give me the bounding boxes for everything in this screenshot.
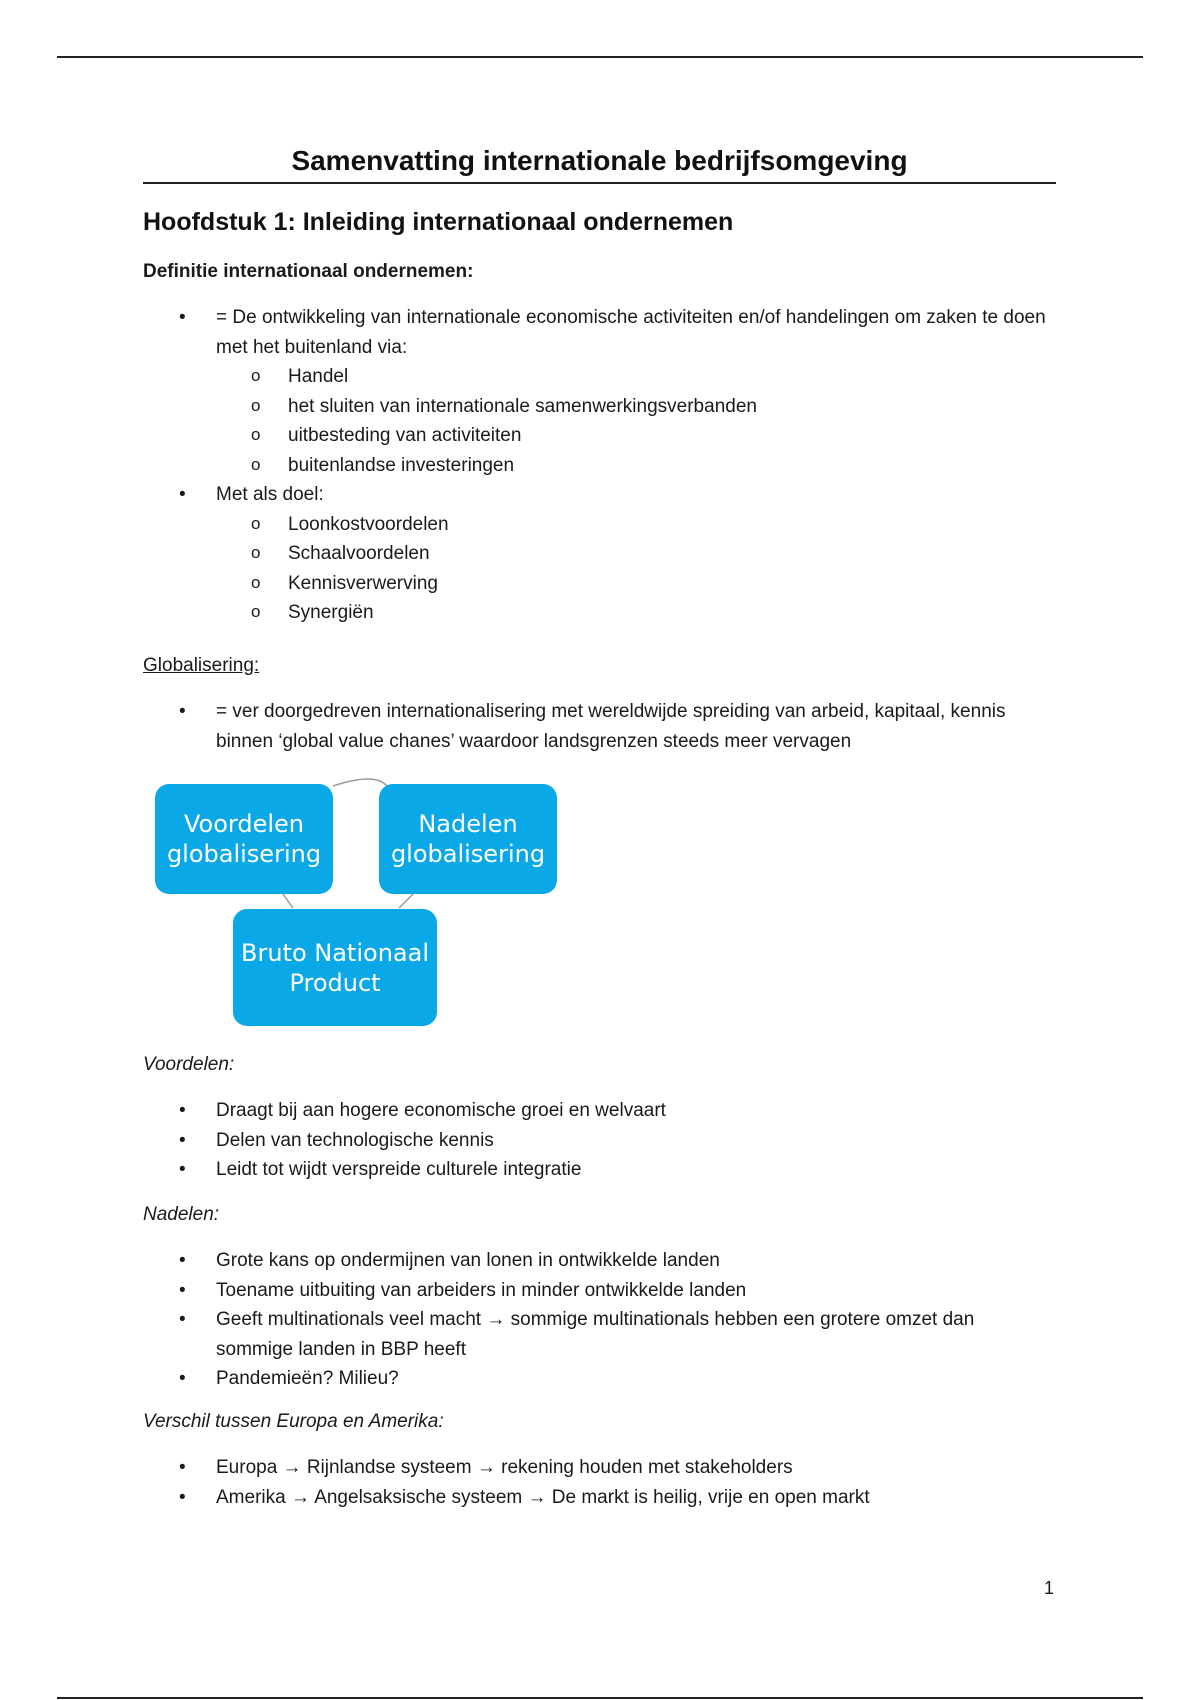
globalisation-diagram <box>143 776 563 1032</box>
document-title: Samenvatting internationale bedrijfsomgeving <box>143 144 1056 184</box>
list-item: o Schaalvoordelen <box>216 539 1063 569</box>
sublist-via <box>216 362 1063 480</box>
globalisation-list <box>143 697 1023 756</box>
list-item: o uitbesteding van activiteiten <box>216 421 1063 451</box>
advantages-box: Voordelen globalisering <box>155 784 333 894</box>
list-item: • = ver doorgedreven internationalisering met wereldwijde spreiding van arbeid, kapitaal, kennis binnen ‘global value chanes’ waardoor landsgrenzen steeds meer vervagen <box>143 697 1023 756</box>
definition-heading: Definitie internationaal ondernemen: <box>143 261 474 282</box>
definition-text: = De ontwikkeling van internationale economische activiteiten en/of handelingen om zaken te doen met het buitenland via: <box>216 307 1046 358</box>
difference-list <box>143 1453 1063 1512</box>
globalisation-heading: Globalisering: <box>143 655 260 676</box>
disadvantages-box: Nadelen globalisering <box>379 784 557 894</box>
chapter-heading: Hoofdstuk 1: Inleiding internationaal ondernemen <box>143 208 734 236</box>
list-item: • Amerika → Angelsaksische systeem → De markt is heilig, vrije en open markt <box>143 1483 1063 1513</box>
list-item: o het sluiten van internationale samenwerkingsverbanden <box>216 392 1063 422</box>
list-item <box>143 480 1063 628</box>
list-item: • Geeft multinationals veel macht → sommige multinationals hebben een grotere omzet dan sommige landen in BBP heeft <box>143 1305 1043 1364</box>
difference-heading: Verschil tussen Europa en Amerika: <box>143 1411 444 1432</box>
sublist-goals <box>216 510 1063 628</box>
advantages-list <box>143 1096 1063 1185</box>
definition-list <box>143 303 1063 628</box>
disadvantages-list <box>143 1246 1043 1394</box>
advantages-heading: Voordelen: <box>143 1054 235 1075</box>
header-rule <box>57 56 1143 58</box>
list-item: • Toename uitbuiting van arbeiders in minder ontwikkelde landen <box>143 1276 1043 1306</box>
list-item: • Europa → Rijnlandse systeem → rekening houden met stakeholders <box>143 1453 1063 1483</box>
list-item: o Loonkostvoordelen <box>216 510 1063 540</box>
page-number: 1 <box>1044 1578 1055 1598</box>
gdp-box: Bruto Nationaal Product <box>233 909 437 1026</box>
footer-rule <box>57 1697 1143 1699</box>
list-item <box>143 303 1063 480</box>
list-item: o Synergiën <box>216 598 1063 628</box>
list-item: • Draagt bij aan hogere economische groei en welvaart <box>143 1096 1063 1126</box>
list-item: • Leidt tot wijdt verspreide culturele integratie <box>143 1155 1063 1185</box>
list-item: o Kennisverwerving <box>216 569 1063 599</box>
list-item: • Grote kans op ondermijnen van lonen in ontwikkelde landen <box>143 1246 1043 1276</box>
list-item: o buitenlandse investeringen <box>216 451 1063 481</box>
goal-text: Met als doel: <box>216 484 324 505</box>
list-item: o Handel <box>216 362 1063 392</box>
list-item: • Delen van technologische kennis <box>143 1126 1063 1156</box>
disadvantages-heading: Nadelen: <box>143 1204 220 1225</box>
list-item: • Pandemieën? Milieu? <box>143 1364 1043 1394</box>
